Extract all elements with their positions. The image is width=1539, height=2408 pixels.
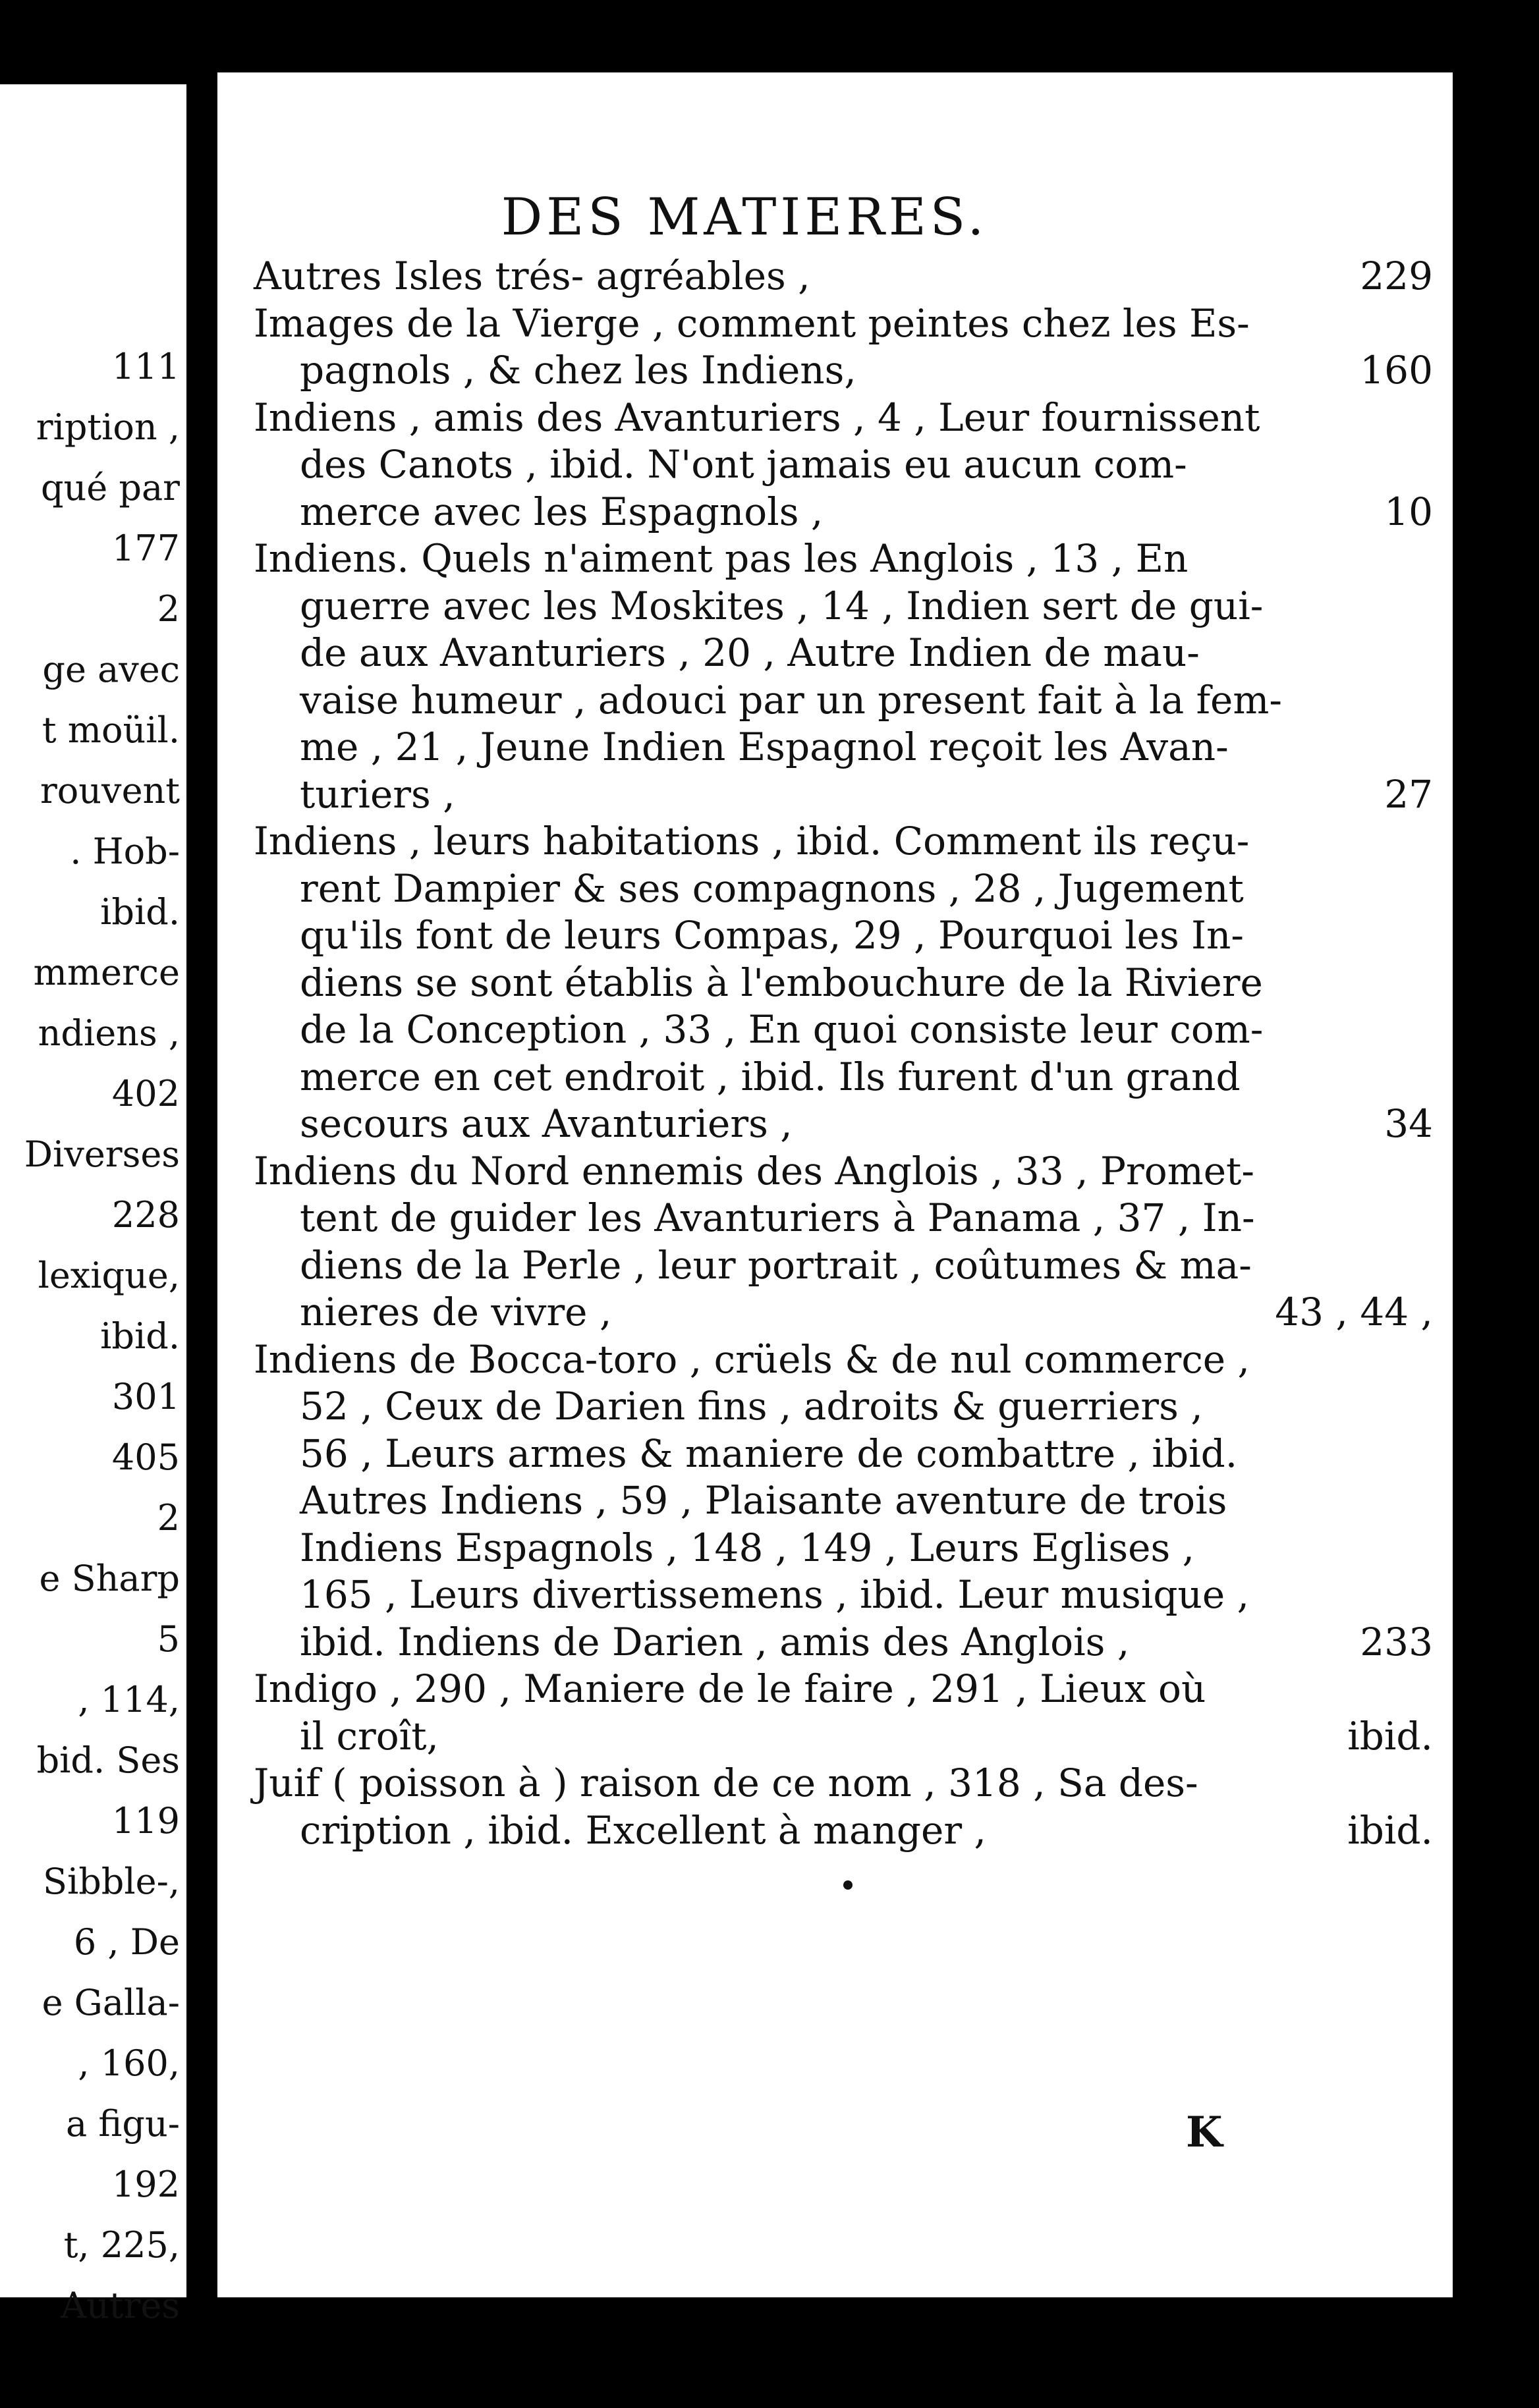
entry-text: 56 , Leurs armes & maniere de combattre , ibid. <box>300 1431 1238 1476</box>
left-page-line: lexique, <box>38 1255 180 1296</box>
entry-page-number: ibid. <box>1347 1807 1433 1853</box>
index-entry-first-line <box>254 1761 1433 1805</box>
index-entry-continuation-line <box>254 865 1433 911</box>
left-page-fragment <box>0 84 186 2326</box>
left-page-line: t moüil. <box>42 709 180 751</box>
entry-text: diens se sont établis à l'embouchure de la Riviere <box>300 960 1263 1005</box>
index-entry-continuation-line <box>254 1619 1433 1664</box>
index-entry-continuation-line <box>254 1290 1433 1334</box>
entry-text: rent Dampier & ses compagnons , 28 , Jugement <box>300 865 1244 911</box>
left-page-line: 177 <box>111 528 180 569</box>
left-page-line: Autres <box>61 2285 180 2326</box>
entry-text: vaise humeur , adouci par un present fait à la fem- <box>300 677 1282 723</box>
index-entry-continuation-line <box>254 630 1433 675</box>
index-entry-continuation-line <box>254 489 1433 534</box>
index-entry-continuation-line <box>254 1807 1433 1853</box>
left-page-line: t, 225, <box>63 2224 180 2266</box>
entry-text: Autres Indiens , 59 , Plaisante aventure de trois <box>300 1478 1227 1523</box>
entry-text: Images de la Vierge , comment peintes chez les Es- <box>254 300 1250 346</box>
left-page-line: 2 <box>157 1497 180 1539</box>
left-page-line: 228 <box>111 1194 180 1236</box>
entry-text: de aux Avanturiers , 20 , Autre Indien de mau- <box>300 630 1200 675</box>
entry-text: 52 , Ceux de Darien fins , adroits & guerriers , <box>300 1384 1203 1429</box>
left-page-line: 6 , De <box>73 1921 180 1963</box>
left-page-line: bid. Ses <box>36 1739 180 1781</box>
entry-text: Indiens du Nord ennemis des Anglois , 33 , Promet- <box>254 1148 1254 1193</box>
entry-text: des Canots , ibid. N'ont jamais eu aucun com- <box>300 442 1187 487</box>
entry-text: Autres Isles trés- agréables , <box>254 254 810 298</box>
index-entry-continuation-line <box>254 771 1433 817</box>
left-page-line: 2 <box>157 588 180 630</box>
index-entry-continuation-line <box>254 1054 1433 1099</box>
left-page-line: ge avec <box>42 649 180 690</box>
entry-text: qu'ils font de leurs Compas, 29 , Pourquoi les In- <box>300 913 1245 958</box>
entry-text: Indiens de Bocca-toro , crüels & de nul commerce , <box>254 1336 1250 1382</box>
left-page-line: ibid. <box>100 1315 180 1357</box>
index-entry-continuation-line <box>254 913 1433 958</box>
left-page-line: . Hob- <box>70 831 180 872</box>
index-entry-first-line <box>254 300 1433 346</box>
entry-text: Indigo , 290 , Maniere de le faire , 291 , Lieux où <box>254 1666 1206 1711</box>
entry-text: guerre avec les Moskites , 14 , Indien sert de gui- <box>300 583 1264 628</box>
entry-page-number: ibid. <box>1347 1713 1433 1759</box>
index-entry-continuation-line <box>254 1242 1433 1288</box>
page-title: DES MATIERES. <box>501 188 988 247</box>
entry-page-number: 160 <box>1360 348 1433 393</box>
left-page-line: 111 <box>111 346 180 387</box>
index-entry-continuation-line <box>254 1101 1433 1146</box>
left-page-line: 192 <box>111 2164 180 2205</box>
index-entry-continuation-line <box>254 1384 1433 1429</box>
index-entry-continuation-line <box>254 960 1433 1005</box>
left-page-line: Sibble-, <box>42 1861 180 1902</box>
entry-page-number: 43 , 44 , <box>1275 1290 1433 1334</box>
index-entry-continuation-line <box>254 677 1433 723</box>
entry-text: me , 21 , Jeune Indien Espagnol reçoit les Avan- <box>300 725 1229 769</box>
entry-page-number: 27 <box>1384 771 1433 817</box>
entry-text: il croît, <box>300 1713 439 1759</box>
left-page-line: , 114, <box>78 1679 180 1720</box>
left-page-line: mmerce <box>33 952 180 993</box>
index-entry-continuation-line <box>254 583 1433 628</box>
entry-text: merce en cet endroit , ibid. Ils furent d'un grand <box>300 1054 1241 1099</box>
index-entry-continuation-line <box>254 1007 1433 1052</box>
left-page-line: , 160, <box>78 2042 180 2084</box>
left-page-line: ibid. <box>100 891 180 933</box>
left-page-line: e Sharp <box>39 1558 180 1599</box>
entry-text: Indiens , leurs habitations , ibid. Comment ils reçu- <box>254 819 1250 863</box>
entry-page-number: 10 <box>1384 489 1433 534</box>
index-entry-continuation-line <box>254 1572 1433 1617</box>
catchword: K <box>1186 2108 1223 2157</box>
left-page-line: 301 <box>111 1376 180 1417</box>
index-page <box>217 72 1453 2297</box>
index-entry-continuation-line <box>254 725 1433 769</box>
entry-text: de la Conception , 33 , En quoi consiste leur com- <box>300 1007 1264 1052</box>
index-entry-continuation-line <box>254 1478 1433 1523</box>
left-page-line: Diverses <box>24 1134 180 1175</box>
index-entry-first-line <box>254 395 1433 440</box>
index-entry-continuation-line <box>254 442 1433 487</box>
entry-page-number: 229 <box>1360 254 1433 298</box>
index-entry-first-line <box>254 819 1433 863</box>
left-page-line: e Galla- <box>42 1982 180 2023</box>
index-entry-continuation-line <box>254 1713 1433 1759</box>
left-page-line: a figu- <box>66 2103 180 2145</box>
index-entry-continuation-line <box>254 1525 1433 1570</box>
left-page-line: 5 <box>157 1618 180 1660</box>
entry-text: nieres de vivre , <box>300 1290 612 1334</box>
index-entry-first-line <box>254 536 1433 581</box>
index-entry-continuation-line <box>254 1431 1433 1476</box>
book-gutter <box>186 0 216 2408</box>
entry-text: diens de la Perle , leur portrait , coûtumes & ma- <box>300 1242 1252 1288</box>
entry-text: ibid. Indiens de Darien , amis des Anglois , <box>300 1619 1130 1664</box>
entry-text: turiers , <box>300 771 455 817</box>
entry-text: Indiens Espagnols , 148 , 149 , Leurs Eglises , <box>300 1525 1195 1570</box>
index-entry-continuation-line <box>254 348 1433 393</box>
entry-text: merce avec les Espagnols , <box>300 489 824 534</box>
index-entry-first-line <box>254 1666 1433 1711</box>
index-entry-continuation-line <box>254 1195 1433 1240</box>
index-entries <box>254 72 1433 2297</box>
index-entry-first-line <box>254 254 1433 298</box>
entry-text: Juif ( poisson à ) raison de ce nom , 318 , Sa des- <box>254 1761 1198 1805</box>
entry-text: cription , ibid. Excellent à manger , <box>300 1807 986 1853</box>
ink-dot <box>843 1880 853 1890</box>
entry-text: pagnols , & chez les Indiens, <box>300 348 856 393</box>
left-page-line: rouvent <box>40 770 180 811</box>
left-page-line: ndiens , <box>38 1012 180 1054</box>
entry-page-number: 233 <box>1360 1619 1433 1664</box>
index-entry-first-line <box>254 1148 1433 1193</box>
entry-text: secours aux Avanturiers , <box>300 1101 793 1146</box>
entry-text: Indiens , amis des Avanturiers , 4 , Leur fournissent <box>254 395 1260 440</box>
entry-text: 165 , Leurs divertissemens , ibid. Leur musique , <box>300 1572 1250 1617</box>
index-entry-first-line <box>254 1336 1433 1382</box>
entry-text: tent de guider les Avanturiers à Panama , 37 , In- <box>300 1195 1255 1240</box>
left-page-line: 405 <box>111 1437 180 1478</box>
entry-page-number: 34 <box>1384 1101 1433 1146</box>
left-page-line: 402 <box>111 1073 180 1114</box>
left-page-line: 119 <box>111 1800 180 1842</box>
left-page-line: ription , <box>36 406 180 448</box>
entry-text: Indiens. Quels n'aiment pas les Anglois , 13 , En <box>254 536 1189 581</box>
left-page-line: qué par <box>40 467 180 508</box>
